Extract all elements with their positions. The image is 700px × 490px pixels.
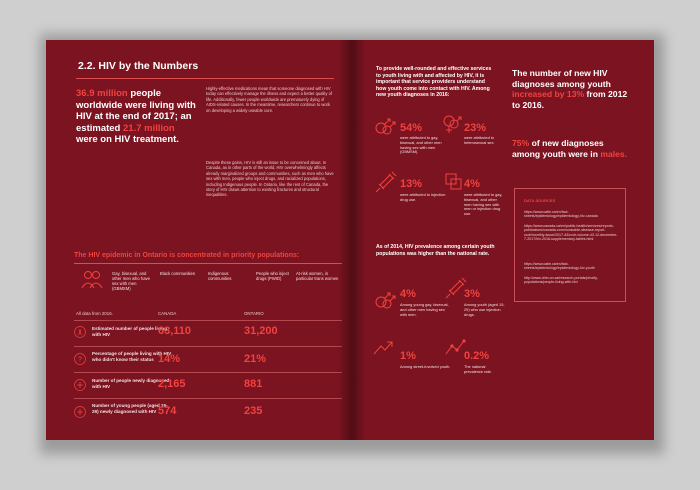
table-rule	[74, 372, 342, 373]
diagnoses-intro: To provide well-rounded and effective services to youth living with and affected by HIV, it is important that service providers understand how youth come into contact with HIV. Among new youth diagnoses in 2016:	[376, 66, 492, 98]
stat-label: Among youth (aged 15-29) who use injection drugs.	[464, 302, 505, 317]
people-icon	[80, 269, 104, 291]
table-cell-canada: 2,165	[158, 378, 186, 390]
divider	[76, 78, 334, 79]
callout-males: 75% of new diagnoses among youth were in males.	[512, 138, 628, 159]
population-item: At-risk women, in particular trans women	[296, 271, 339, 281]
left-page	[46, 40, 352, 440]
table-cell-canada: 574	[158, 405, 177, 417]
source-link[interactable]: https://www.catie.ca/en/fact-sheets/epidemiology/epidemiology-hiv-canada	[524, 210, 598, 219]
table-cell-ontario: 31,200	[244, 325, 278, 337]
col-header-canada: CANADA	[158, 311, 177, 316]
stat-label: were attributed to gay, bisexual, and other men having sex with men or injection drug use.	[464, 192, 503, 217]
stat-label: The national prevalence rate.	[464, 364, 492, 374]
body-paragraph-1: Highly-effective medications mean that someone diagnosed with HIV today can effectively manage the illness and expect a better quality of life. Additionally, fewer people worldwide are prematurely dying of AIDS-related causes. In the meantime, researchers continue to work on developing a widely useable cure.	[206, 86, 332, 113]
stat-value: 4%	[400, 288, 416, 300]
body-paragraph-2: Despite these gains, HIV is still an issue to be concerned about. In Canada, as in other parts of the world, HIV overwhelmingly affects already marginalized groups and communities, such as men who have sex with men, people who inject drugs, and racialized populations, including Indigenous people. In Ontario, like the rest of Canada, the story of HIV draws attention to existing fractures and structural inequalities.	[206, 160, 334, 198]
table-cell-ontario: 21%	[244, 353, 267, 365]
col-header-ontario: ONTARIO	[244, 311, 264, 316]
population-item: Gay, bisexual, and other men who have sex with men (GBMSM)	[112, 271, 150, 291]
stat-value: 0.2%	[464, 350, 490, 362]
ribbon-icon	[74, 326, 86, 338]
divider	[74, 263, 342, 264]
stat-label: Among street-involved youth.	[400, 364, 451, 369]
stat-value: 54%	[400, 122, 423, 134]
male-male-icon	[374, 288, 398, 310]
table-cell-ontario: 235	[244, 405, 263, 417]
source-link[interactable]: http://www.ohtn.on.ca/research-portals/priority-populations/people-living-with-hiv/	[524, 276, 599, 285]
syringe-icon	[372, 170, 398, 196]
table-cell-canada: 63,110	[158, 325, 192, 337]
section-title: 2.2. HIV by the Numbers	[78, 60, 199, 72]
data-sources-title: DATA SOURCES	[524, 198, 556, 203]
female-male-icon	[440, 112, 464, 136]
table-row-label: Number of people newly diagnosed with HIV	[92, 378, 170, 389]
lead-statement: 36.9 million people worldwide were living with HIV at the end of 2017; an estimated 21.7 million were on HIV treatment.	[76, 88, 196, 145]
stat-value: 4%	[464, 178, 480, 190]
prevalence-intro: As of 2014, HIV prevalence among certain youth populations was higher than the national rate.	[376, 244, 495, 257]
population-item: People who inject drugs (PWID)	[256, 271, 289, 281]
population-item: Black communities	[160, 271, 195, 276]
question-icon	[74, 353, 86, 365]
spine-shadow	[338, 40, 366, 440]
stat-value: 23%	[464, 122, 487, 134]
table-row-label: Estimated number of people living with HIV	[92, 326, 168, 337]
stat-label: Among young gay, bisexual, and other men having sex with men.	[400, 302, 449, 317]
population-item: Indigenous communities	[208, 271, 232, 281]
plus-icon	[74, 379, 86, 391]
source-link[interactable]: https://www.canada.ca/en/public-health/services/reports-publications/canada-communicable-disease-report-ccdr/monthly-issue/2017-43/ccdr-volume-43-12-december-7-2017/hiv-2016-supplementary-tables.html	[524, 224, 618, 242]
source-link[interactable]: https://www.catie.ca/en/fact-sheets/epidemiology/epidemiology-hiv-youth	[524, 262, 595, 271]
table-cell-canada: 14%	[158, 353, 181, 365]
line-chart-icon	[444, 338, 466, 356]
table-note: All data from 2016.	[76, 311, 113, 316]
table-row-label: Percentage of people living with HIV who didn't know their status	[92, 351, 172, 362]
right-page	[352, 40, 654, 440]
overlap-icon	[444, 172, 464, 192]
svg-text:?: ?	[78, 356, 82, 364]
table-row-label: Number of young people (aged 15-29) newly diagnosed with HIV	[92, 403, 168, 414]
stat-label: were attributed to injection drug use.	[400, 192, 446, 202]
male-male-icon	[374, 114, 398, 136]
trend-icon	[372, 340, 394, 356]
ontario-heading: The HIV epidemic in Ontario is concentrated in priority populations:	[74, 252, 300, 259]
stat-value: 13%	[400, 178, 423, 190]
table-rule	[74, 320, 342, 321]
table-rule	[74, 346, 342, 347]
stat-value: 3%	[464, 288, 480, 300]
callout-increase: The number of new HIV diagnoses among youth increased by 13% from 2012 to 2016.	[512, 68, 628, 110]
stat-label: were attributed to heterosexual sex.	[464, 135, 495, 145]
stat-value: 1%	[400, 350, 416, 362]
data-sources-box	[514, 188, 626, 302]
plus-icon	[74, 406, 86, 418]
stat-label: were attributed to gay, bisexual, and other men having sex with men (GBMSM).	[400, 135, 442, 155]
table-rule	[74, 398, 342, 399]
table-cell-ontario: 881	[244, 378, 263, 390]
